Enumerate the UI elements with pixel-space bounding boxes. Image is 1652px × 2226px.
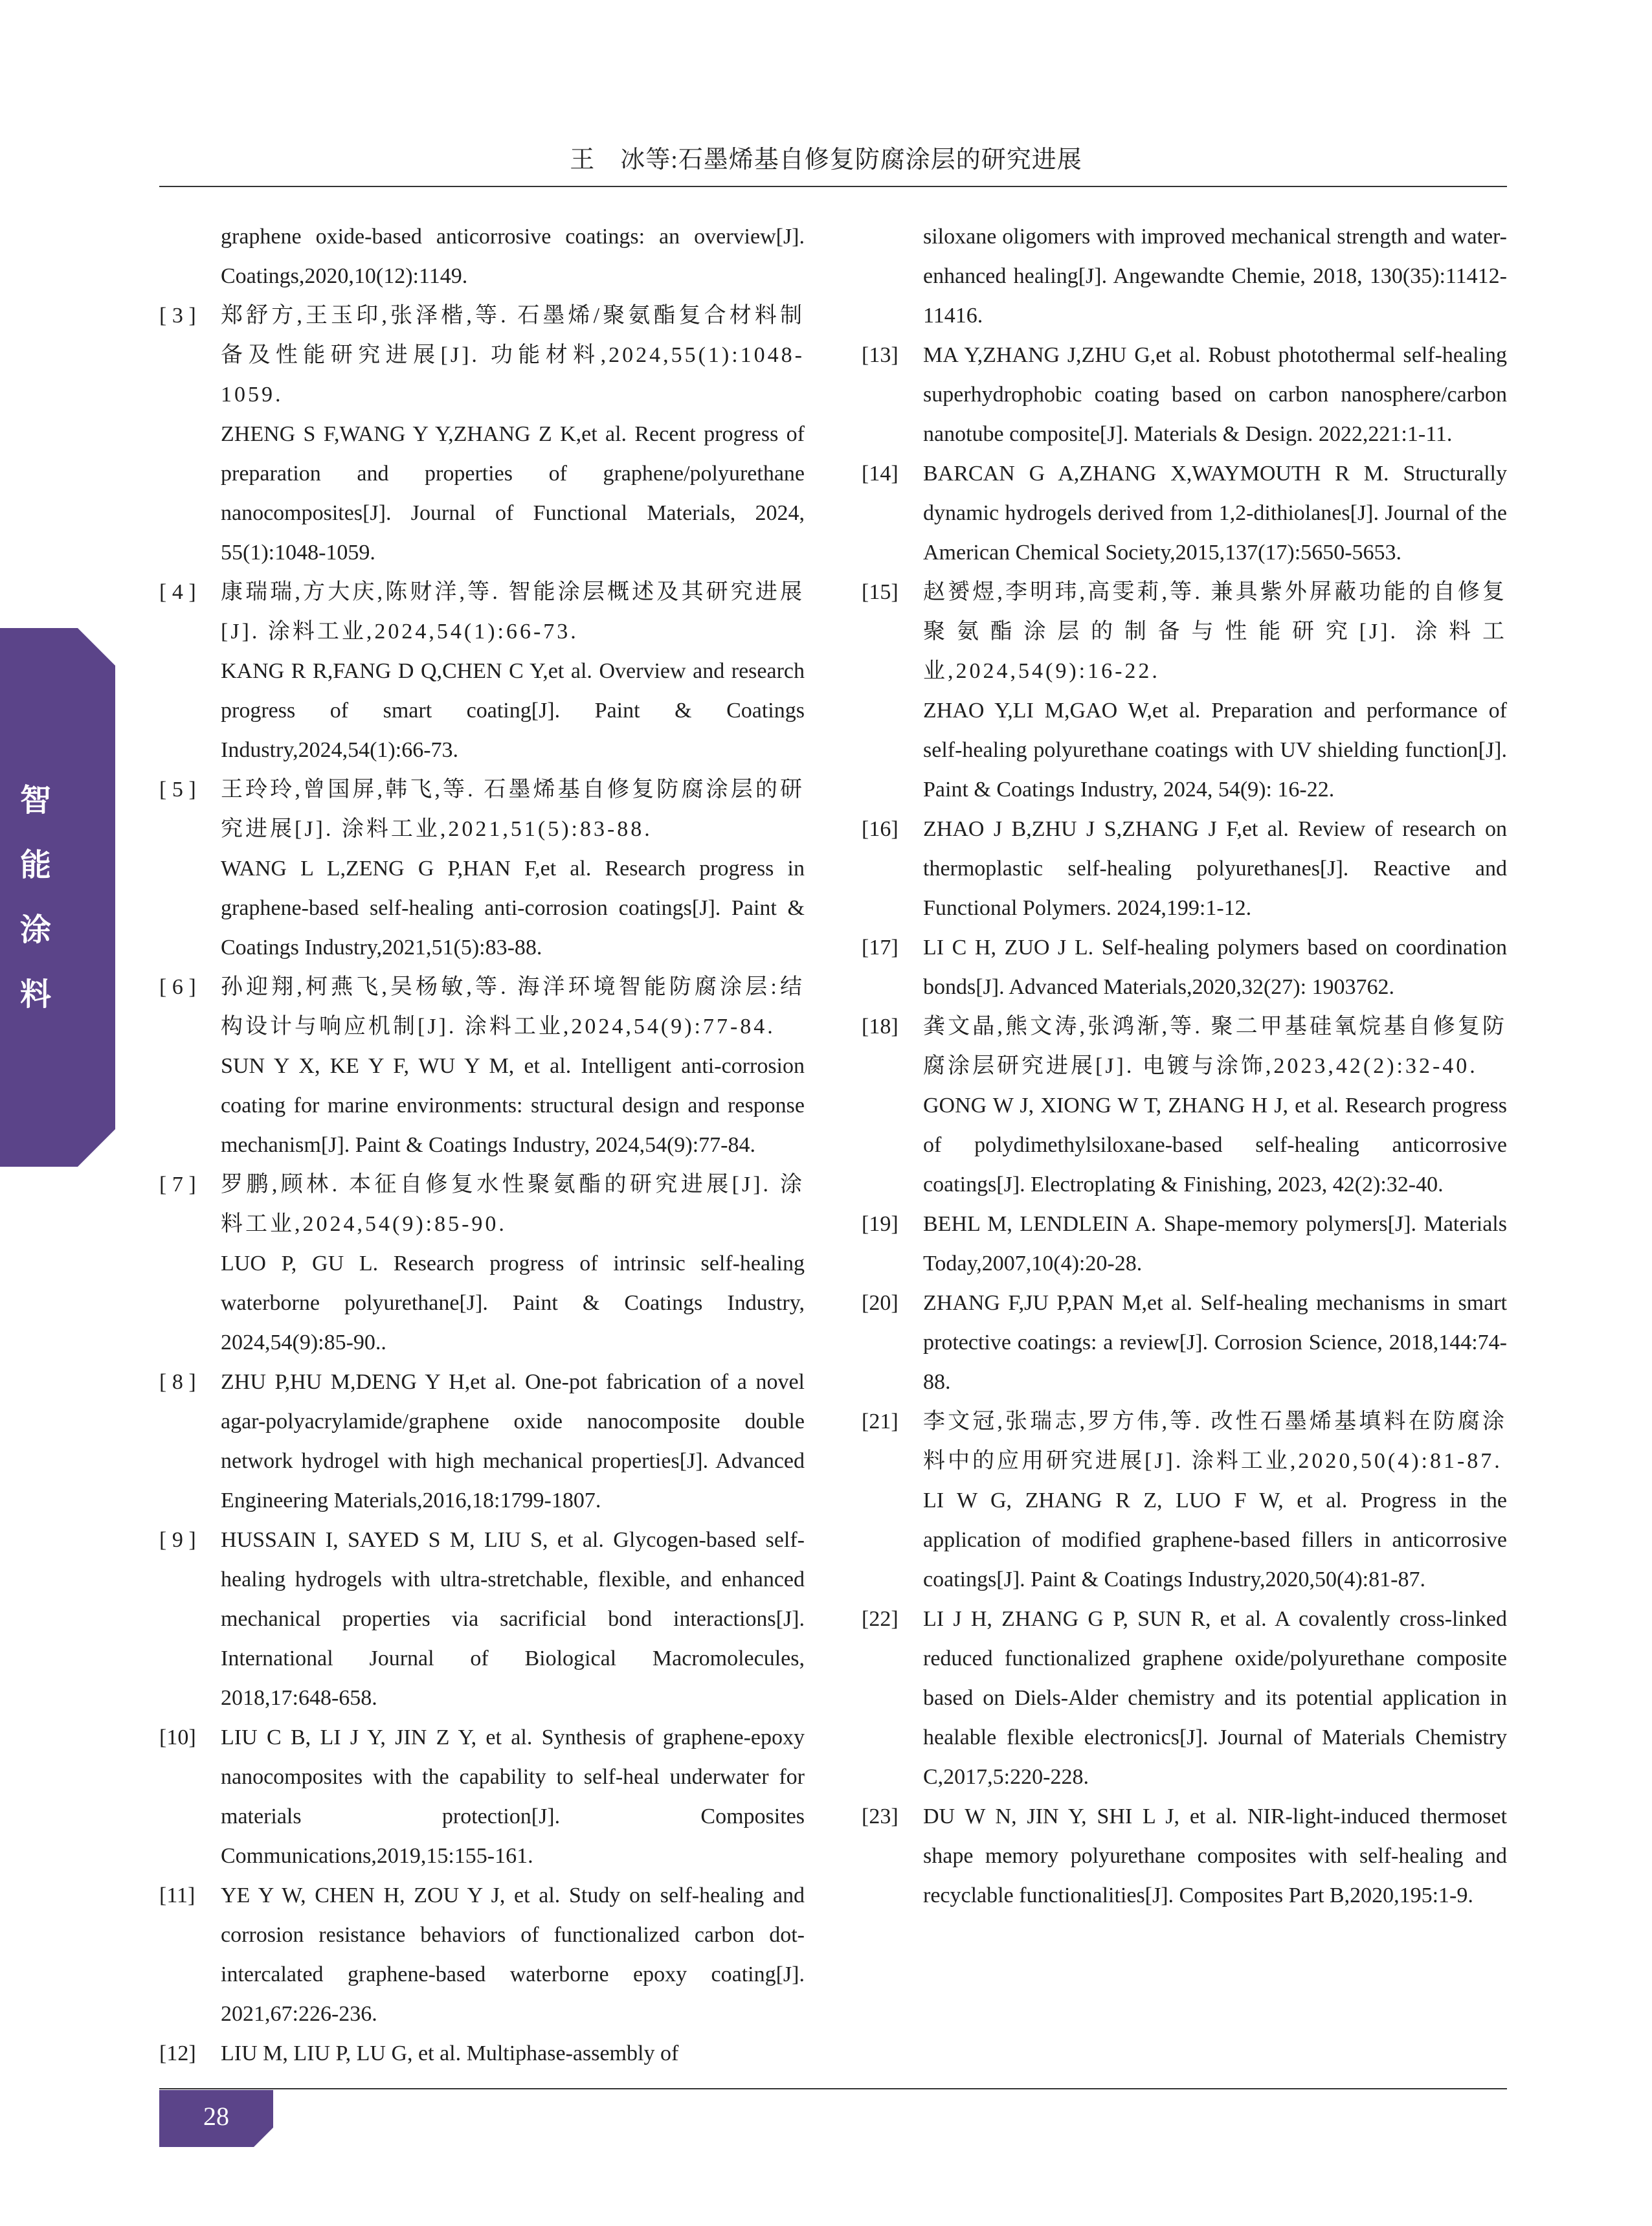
reference-entry (159, 1362, 805, 1520)
reference-number: [20] (862, 1291, 899, 1315)
reference-chinese-text: 赵赟煜,李明玮,高雯莉,等. 兼具紫外屏蔽功能的自修复聚氨酯涂层的制备与性能研究[J]. 涂料工业,2024,54(9):16-22. (923, 580, 1507, 683)
reference-entry (862, 1283, 1507, 1402)
reference-entry (159, 1876, 805, 2034)
reference-english-text: ZHAO J B,ZHU J S,ZHANG J F,et al. Review of research on thermoplastic self-healing polyurethanes[J]. Reactive and Functional Polymers. 2024,199:1-12. (923, 817, 1507, 920)
reference-english-text: KANG R R,FANG D Q,CHEN C Y,et al. Overview and research progress of smart coating[J]. Paint & Coatings Industry,2024,54(1):66-73. (221, 659, 805, 762)
reference-number: [13] (862, 343, 899, 367)
reference-english-text: MA Y,ZHANG J,ZHU G,et al. Robust photothermal self-healing superhydrophobic coating based on carbon nanosphere/carbon nanotube composite[J]. Materials & Design. 2022,221:1-11. (923, 343, 1507, 446)
reference-number: [ 3 ] (159, 304, 196, 328)
reference-number: [10] (159, 1726, 196, 1749)
reference-english-text: LI C H, ZUO J L. Self-healing polymers based on coordination bonds[J]. Advanced Materials,2020,32(27): 1903762. (923, 936, 1507, 999)
reference-entry (159, 572, 805, 770)
reference-entry (862, 572, 1507, 809)
reference-entry (159, 2034, 805, 2073)
reference-entry (862, 809, 1507, 928)
reference-english-text: ZHAO Y,LI M,GAO W,et al. Preparation and performance of self-healing polyurethane coatings with UV shielding function[J]. Paint & Coatings Industry, 2024, 54(9): 16-22. (923, 699, 1507, 802)
reference-number: [11] (159, 1883, 195, 1907)
reference-number: [ 7 ] (159, 1173, 196, 1197)
reference-english-text: BEHL M, LENDLEIN A. Shape-memory polymers[J]. Materials Today,2007,10(4):20-28. (923, 1212, 1507, 1276)
reference-chinese-text: 郑舒方,王玉印,张泽楷,等. 石墨烯/聚氨酯复合材料制备及性能研究进展[J]. 功能材料,2024,55(1):1048-1059. (221, 304, 805, 407)
reference-number: [18] (862, 1015, 899, 1039)
reference-english-text: YE Y W, CHEN H, ZOU Y J, et al. Study on self-healing and corrosion resistance behaviors of functionalized carbon dot-intercalated graphene-based waterborne epoxy coating[J]. 2021,67:226-236. (221, 1883, 805, 2026)
reference-chinese-text: 康瑞瑞,方大庆,陈财洋,等. 智能涂层概述及其研究进展[J]. 涂料工业,2024,54(1):66-73. (221, 580, 805, 644)
reference-number: [ 4 ] (159, 580, 196, 604)
reference-entry (159, 1165, 805, 1362)
references-left-column (159, 217, 805, 2073)
reference-number: [ 6 ] (159, 975, 196, 999)
reference-english-text: ZHANG F,JU P,PAN M,et al. Self-healing mechanisms in smart protective coatings: a review[J]. Corrosion Science, 2018,144:74-88. (923, 1291, 1507, 1394)
reference-entry (862, 454, 1507, 572)
reference-english-text: LIU M, LIU P, LU G, et al. Multiphase-assembly of (221, 2041, 679, 2065)
reference-entry (159, 296, 805, 572)
reference-number: [17] (862, 936, 899, 960)
reference-number: [19] (862, 1212, 899, 1236)
reference-entry (862, 1797, 1507, 1915)
reference-chinese-text: 孙迎翔,柯燕飞,吴杨敏,等. 海洋环境智能防腐涂层:结构设计与响应机制[J]. 涂料工业,2024,54(9):77-84. (221, 975, 805, 1039)
reference-entry (862, 1599, 1507, 1797)
side-tab-char: 能 (19, 847, 51, 883)
reference-number: [ 5 ] (159, 778, 196, 802)
reference-number: [16] (862, 817, 899, 841)
reference-entry (862, 335, 1507, 454)
reference-entry (862, 1402, 1507, 1599)
side-tab-char: 智 (19, 782, 51, 818)
reference-english-text: LIU C B, LI J Y, JIN Z Y, et al. Synthesis of graphene-epoxy nanocomposites with the capability to self-heal underwater for materials protection[J]. Composites Communications,2019,15:155-161. (221, 1726, 805, 1868)
page-number: 28 (203, 2102, 229, 2131)
reference-entry (159, 1718, 805, 1876)
reference-number: [14] (862, 462, 899, 486)
reference-entry (159, 1520, 805, 1718)
reference-english-text: BARCAN G A,ZHANG X,WAYMOUTH R M. Structurally dynamic hydrogels derived from 1,2-dithiolanes[J]. Journal of the American Chemical Society,2015,137(17):5650-5653. (923, 462, 1507, 565)
reference-number: [21] (862, 1410, 899, 1433)
reference-entry (862, 928, 1507, 1007)
reference-chinese-text: 罗鹏,顾林. 本征自修复水性聚氨酯的研究进展[J]. 涂料工业,2024,54(9):85-90. (221, 1173, 805, 1236)
side-tab-char: 料 (19, 976, 51, 1013)
footer-divider (159, 2088, 1507, 2089)
reference-english-text: LUO P, GU L. Research progress of intrinsic self-healing waterborne polyurethane[J]. Paint & Coatings Industry, 2024,54(9):85-90.. (221, 1252, 805, 1355)
reference-number: [ 8 ] (159, 1370, 196, 1394)
side-section-label (0, 628, 71, 1167)
reference-chinese-text: 王玲玲,曾国屏,韩飞,等. 石墨烯基自修复防腐涂层的研究进展[J]. 涂料工业,2021,51(5):83-88. (221, 778, 805, 841)
reference-entry (159, 770, 805, 967)
reference-number: [15] (862, 580, 899, 604)
reference-entry (862, 1007, 1507, 1204)
reference-chinese-text: 龚文晶,熊文涛,张鸿渐,等. 聚二甲基硅氧烷基自修复防腐涂层研究进展[J]. 电镀与涂饰,2023,42(2):32-40. (923, 1015, 1507, 1078)
header-divider (159, 186, 1507, 187)
reference-number: [22] (862, 1607, 899, 1631)
reference-english-text: SUN Y X, KE Y F, WU Y M, et al. Intelligent anti-corrosion coating for marine environments: structural design and response mechanism[J]. Paint & Coatings Industry, 2024,54(9):77-84. (221, 1054, 805, 1157)
references-right-column (862, 217, 1507, 1915)
reference-english-text: LI W G, ZHANG R Z, LUO F W, et al. Progress in the application of modified graphene-based fillers in anticorrosive coatings[J]. Paint & Coatings Industry,2020,50(4):81-87. (923, 1489, 1507, 1591)
reference-number: [ 9 ] (159, 1528, 196, 1552)
reference-entry (159, 217, 805, 296)
reference-number: [23] (862, 1804, 899, 1828)
reference-english-text: WANG L L,ZENG G P,HAN F,et al. Research progress in graphene-based self-healing anti-corrosion coatings[J]. Paint & Coatings Industry,2021,51(5):83-88. (221, 857, 805, 960)
reference-english-text: graphene oxide-based anticorrosive coatings: an overview[J]. Coatings,2020,10(12):1149. (221, 225, 805, 288)
reference-english-text: ZHENG S F,WANG Y Y,ZHANG Z K,et al. Recent progress of preparation and properties of graphene/polyurethane nanocomposites[J]. Journal of Functional Materials, 2024, 55(1):1048-1059. (221, 422, 805, 565)
reference-english-text: GONG W J, XIONG W T, ZHANG H J, et al. Research progress of polydimethylsiloxane-based self-healing anticorrosive coatings[J]. Electroplating & Finishing, 2023, 42(2):32-40. (923, 1094, 1507, 1197)
reference-english-text: LI J H, ZHANG G P, SUN R, et al. A covalently cross-linked reduced functionalized graphene oxide/polyurethane composite based on Diels-Alder chemistry and its potential application in healable flexible electronics[J]. Journal of Materials Chemistry C,2017,5:220-228. (923, 1607, 1507, 1789)
reference-english-text: siloxane oligomers with improved mechanical strength and water-enhanced healing[J]. Angewandte Chemie, 2018, 130(35):11412-11416. (923, 225, 1507, 328)
reference-entry (159, 967, 805, 1165)
side-tab-char: 涂 (19, 912, 51, 948)
reference-chinese-text: 李文冠,张瑞志,罗方伟,等. 改性石墨烯基填料在防腐涂料中的应用研究进展[J]. 涂料工业,2020,50(4):81-87. (923, 1410, 1507, 1473)
reference-entry (862, 1204, 1507, 1283)
reference-english-text: DU W N, JIN Y, SHI L J, et al. NIR-light-induced thermoset shape memory polyurethane composites with self-healing and recyclable functionalities[J]. Composites Part B,2020,195:1-9. (923, 1804, 1507, 1907)
reference-english-text: HUSSAIN I, SAYED S M, LIU S, et al. Glycogen-based self-healing hydrogels with ultra-stretchable, flexible, and enhanced mechanical properties via sacrificial bond interactions[J]. International Journal of Biological Macromolecules, 2018,17:648-658. (221, 1528, 805, 1710)
reference-number: [12] (159, 2041, 196, 2065)
running-header-title: 王 冰等:石墨烯基自修复防腐涂层的研究进展 (570, 146, 1082, 174)
reference-entry (862, 217, 1507, 335)
reference-english-text: ZHU P,HU M,DENG Y H,et al. One-pot fabrication of a novel agar-polyacrylamide/graphene oxide nanocomposite double network hydrogel with high mechanical properties[J]. Advanced Engineering Materials,2016,18:1799-1807. (221, 1370, 805, 1512)
